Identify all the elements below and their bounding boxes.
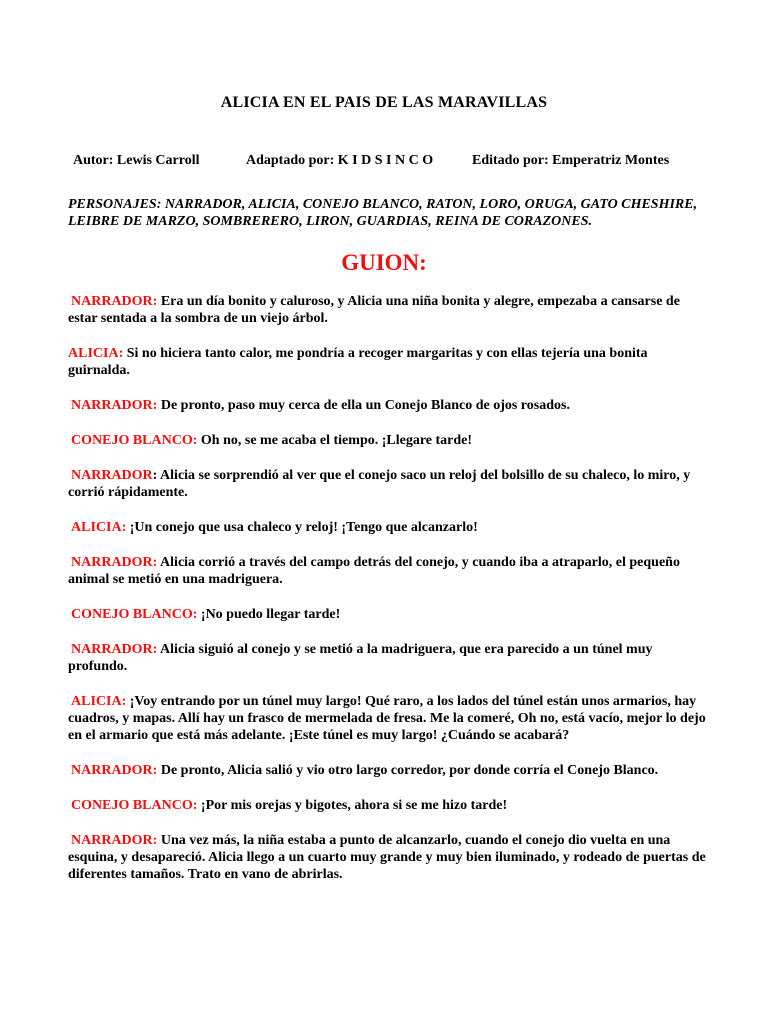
line-text: ¡Voy entrando por un túnel muy largo! Qué raro, a los lados del túnel están unos armarios, hay cuadros, y mapas. Allí hay un frasco de mermelada de fresa. Me la comeré, Oh no, está vacío, mejor lo dejo en el armario que está más adelante. ¡Este túnel es muy largo! ¿Cuándo se acabará? bbox=[68, 694, 706, 743]
speaker-label: NARRADOR: bbox=[71, 555, 158, 570]
script-lines bbox=[68, 293, 708, 901]
document-title: ALICIA EN EL PAIS DE LAS MARAVILLAS bbox=[220, 94, 548, 111]
script-line bbox=[68, 432, 708, 449]
script-line bbox=[68, 397, 708, 414]
speaker-label: NARRADOR: bbox=[71, 642, 158, 657]
line-text: : Alicia se sorprendió al ver que el conejo saco un reloj del bolsillo de su chaleco, lo miro, y corrió rápidamente. bbox=[68, 468, 691, 500]
script-line bbox=[68, 641, 708, 675]
script-line bbox=[68, 519, 708, 536]
line-text: Alicia siguió al conejo y se metió a la madriguera, que era parecido a un túnel muy profundo. bbox=[68, 642, 653, 674]
speaker-label: ALICIA: bbox=[71, 520, 127, 535]
adapted-credit: Adaptado por: K I D S I N C O bbox=[246, 153, 434, 168]
speaker-label: NARRADOR: bbox=[71, 398, 158, 413]
line-text: De pronto, paso muy cerca de ella un Conejo Blanco de ojos rosados. bbox=[157, 398, 570, 413]
speaker-label: CONEJO BLANCO: bbox=[71, 798, 198, 813]
speaker-label: ALICIA: bbox=[71, 694, 127, 709]
script-line bbox=[68, 345, 708, 379]
line-text: De pronto, Alicia salió y vio otro largo corredor, por donde corría el Conejo Blanco. bbox=[157, 763, 659, 778]
speaker-label: CONEJO BLANCO: bbox=[71, 607, 198, 622]
line-text: Si no hiciera tanto calor, me pondría a recoger margaritas y con ellas tejería una bonita guirnalda. bbox=[68, 346, 648, 378]
speaker-label: NARRADOR bbox=[71, 468, 153, 483]
line-text: ¡Un conejo que usa chaleco y reloj! ¡Tengo que alcanzarlo! bbox=[126, 520, 478, 535]
line-text: ¡No puedo llegar tarde! bbox=[197, 607, 341, 622]
script-line bbox=[68, 832, 708, 883]
speaker-label: NARRADOR: bbox=[71, 763, 158, 778]
line-text: ¡Por mis orejas y bigotes, ahora si se me hizo tarde! bbox=[197, 798, 508, 813]
script-line bbox=[68, 467, 708, 501]
characters-list: PERSONAJES: NARRADOR, ALICIA, CONEJO BLANCO, RATON, LORO, ORUGA, GATO CHESHIRE, LEIBRE DE MARZO, SOMBRERERO, LIRON, GUARDIAS, REINA DE CORAZONES. bbox=[68, 197, 698, 229]
line-text: Una vez más, la niña estaba a punto de alcanzarlo, cuando el conejo dio vuelta en una esquina, y desapareció. Alicia llego a un cuarto muy grande y muy bien iluminado, y rodeado de puertas de diferentes tamaños. Trato en vano de abrirlas. bbox=[68, 833, 706, 882]
guion-heading: GUION: bbox=[341, 250, 427, 275]
speaker-label: NARRADOR: bbox=[71, 294, 158, 309]
credits-row bbox=[0, 153, 768, 173]
line-text: Era un día bonito y caluroso, y Alicia una niña bonita y alegre, empezaba a cansarse de estar sentada a la sombra de un viejo árbol. bbox=[68, 294, 680, 326]
line-text: Oh no, se me acaba el tiempo. ¡Llegare tarde! bbox=[197, 433, 473, 448]
script-line bbox=[68, 293, 708, 327]
speaker-label: NARRADOR: bbox=[71, 833, 158, 848]
speaker-label: CONEJO BLANCO: bbox=[71, 433, 198, 448]
line-text: Alicia corrió a través del campo detrás del conejo, y cuando iba a atraparlo, el pequeño animal se metió en una madriguera. bbox=[68, 555, 680, 587]
script-line bbox=[68, 606, 708, 623]
script-line bbox=[68, 554, 708, 588]
script-line bbox=[68, 762, 708, 779]
script-line bbox=[68, 797, 708, 814]
speaker-label: ALICIA: bbox=[68, 346, 124, 361]
author-credit: Autor: Lewis Carroll bbox=[73, 153, 200, 168]
edited-credit: Editado por: Emperatriz Montes bbox=[472, 153, 670, 168]
script-line bbox=[68, 693, 708, 744]
